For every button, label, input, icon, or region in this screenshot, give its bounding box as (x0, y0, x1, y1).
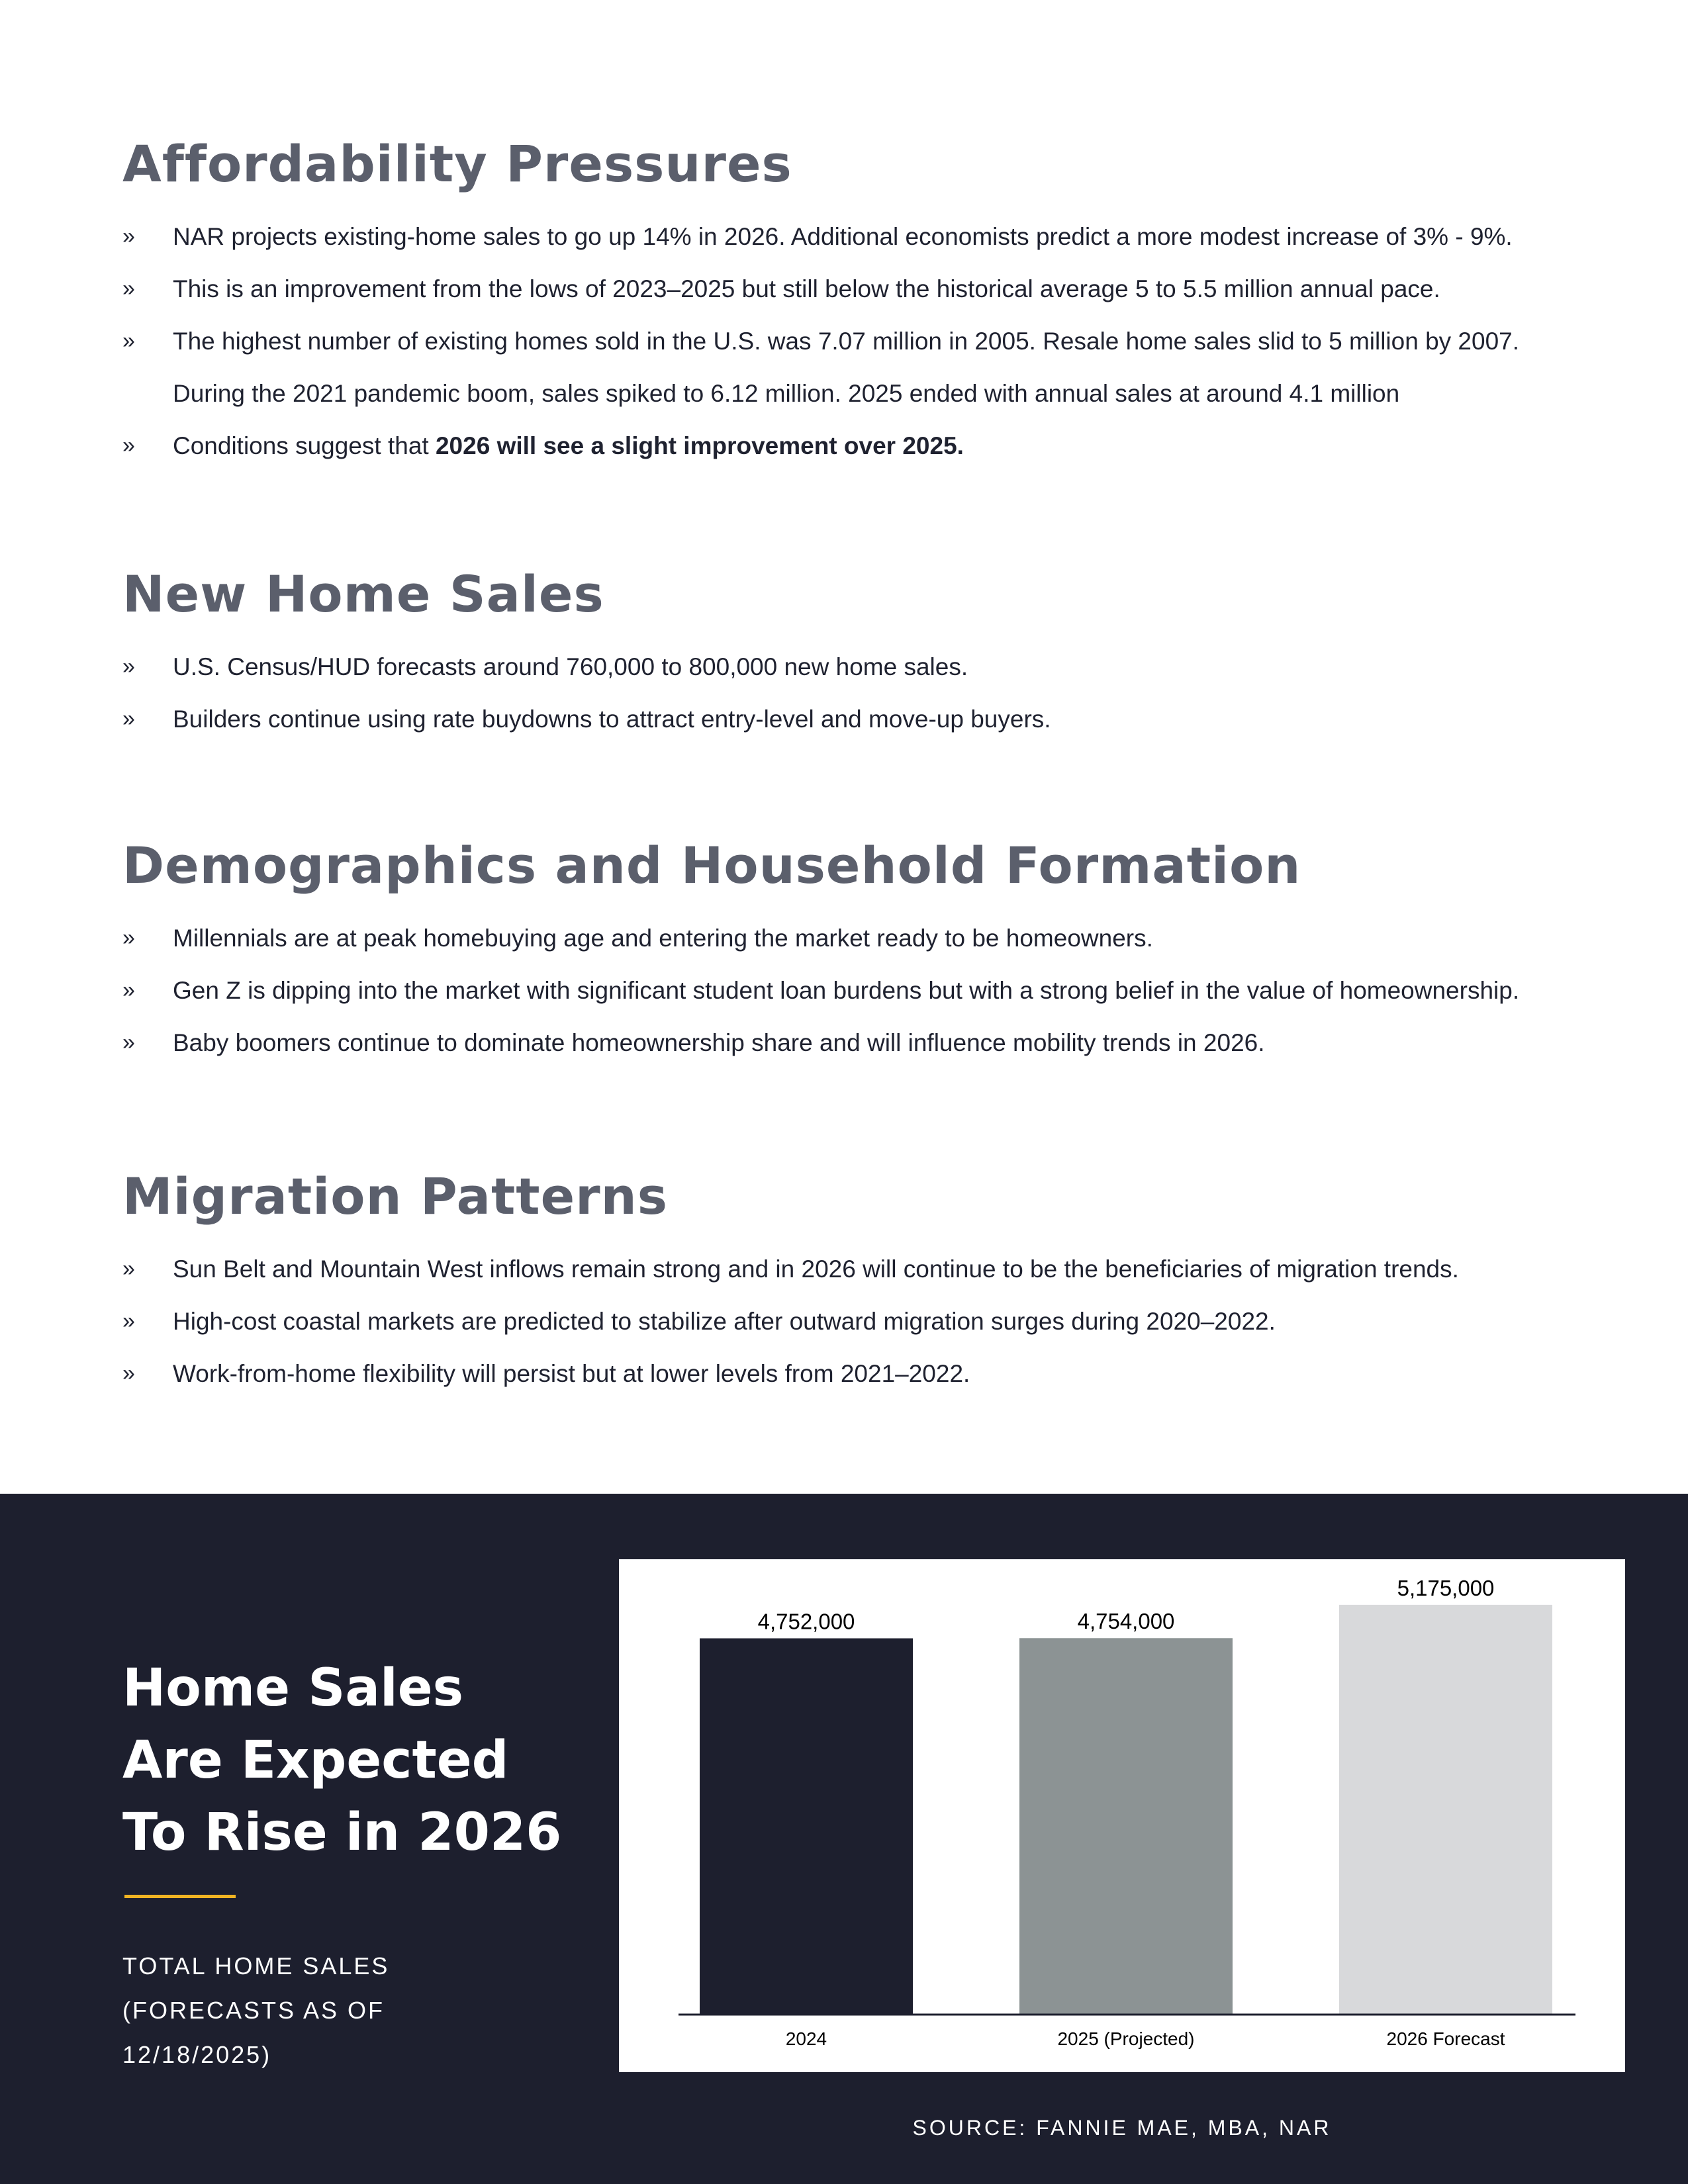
bullet-text: Baby boomers continue to dominate homeownership share and will influence mobility trends in 2026. (173, 1029, 1265, 1056)
bullet-marker: » (122, 224, 135, 249)
callout-subtitle: TOTAL HOME SALES (FORECASTS AS OF 12/18/2025) (122, 1952, 390, 2068)
bar-0 (700, 1638, 913, 2015)
bullet-marker: » (122, 706, 135, 731)
bullet-marker: » (122, 654, 135, 679)
bar-value-label: 5,175,000 (1397, 1575, 1495, 1600)
bullet-marker: » (122, 1361, 135, 1386)
bullet-marker: » (122, 978, 135, 1003)
bar-2 (1339, 1605, 1552, 2015)
list-item (122, 263, 1645, 315)
bullet-list (122, 1243, 1645, 1400)
list-item (122, 693, 1645, 745)
bullet-marker: » (122, 328, 135, 353)
callout-band (0, 1494, 1688, 2184)
bullet-marker: » (122, 1256, 135, 1281)
list-item (122, 315, 1645, 367)
bullet-marker: » (122, 433, 135, 458)
bullet-list (122, 210, 1645, 472)
list-item (122, 420, 1645, 472)
bullet-list (122, 641, 1645, 745)
bullet-text: Conditions suggest that (173, 432, 436, 459)
x-tick-label: 2026 Forecast (1386, 2028, 1505, 2049)
list-item (122, 1243, 1645, 1295)
section-migration-patterns (122, 1167, 1645, 1400)
section-affordability-pressures (122, 134, 1645, 472)
bullet-text: Work-from-home flexibility will persist but at lower levels from 2021–2022. (173, 1360, 970, 1387)
list-item (122, 210, 1645, 263)
bullet-marker: » (122, 1308, 135, 1334)
section-heading: Affordability Pressures (122, 134, 792, 193)
bullet-marker: » (122, 276, 135, 301)
list-item (122, 641, 1645, 693)
list-item (122, 912, 1645, 964)
list-item-continuation (122, 367, 1645, 420)
bullet-text: U.S. Census/HUD forecasts around 760,000 to 800,000 new home sales. (173, 653, 968, 680)
bar-value-label: 4,752,000 (757, 1609, 855, 1634)
section-heading: Demographics and Household Formation (122, 836, 1301, 895)
list-item (122, 1295, 1645, 1347)
callout-title: Home Sales Are Expected To Rise in 2026 (122, 1659, 562, 1862)
bar-value-label: 4,754,000 (1077, 1609, 1175, 1634)
accent-rule (124, 1895, 236, 1898)
list-item (122, 1017, 1645, 1069)
section-demographics (122, 836, 1645, 1069)
bullet-text: Gen Z is dipping into the market with significant student loan burdens but with a strong belief in the value of homeownership. (173, 977, 1520, 1004)
section-heading: New Home Sales (122, 565, 604, 623)
list-item (122, 1347, 1645, 1400)
bullet-marker: » (122, 1030, 135, 1055)
bullet-text: The highest number of existing homes sold in the U.S. was 7.07 million in 2005. Resale home sales slid to 5 million by 2007. (173, 328, 1520, 355)
x-tick-label: 2025 (Projected) (1057, 2028, 1195, 2049)
bullet-marker: » (122, 925, 135, 950)
bar-chart (619, 1559, 1625, 2072)
bullet-text: During the 2021 pandemic boom, sales spiked to 6.12 million. 2025 ended with annual sales at around 4.1 million (173, 380, 1400, 407)
bar-1 (1019, 1638, 1233, 2015)
section-new-home-sales (122, 565, 1645, 745)
bullet-text: Sun Belt and Mountain West inflows remain strong and in 2026 will continue to be the beneficiaries of migration trends. (173, 1255, 1459, 1283)
bullet-text: High-cost coastal markets are predicted to stabilize after outward migration surges during 2020–2022. (173, 1308, 1276, 1335)
bullet-bold-text: 2026 will see a slight improvement over 2025. (435, 432, 964, 459)
bullet-text: Builders continue using rate buydowns to attract entry-level and move-up buyers. (173, 705, 1051, 733)
bullet-text: Millennials are at peak homebuying age and entering the market ready to be homeowners. (173, 925, 1153, 952)
section-heading: Migration Patterns (122, 1167, 668, 1226)
list-item (122, 964, 1645, 1017)
source-note: SOURCE: FANNIE MAE, MBA, NAR (912, 2116, 1332, 2140)
bar-chart-panel (619, 1559, 1625, 2072)
x-tick-label: 2024 (785, 2028, 827, 2049)
bullet-list (122, 912, 1645, 1069)
bullet-text: NAR projects existing-home sales to go up 14% in 2026. Additional economists predict a more modest increase of 3% - 9%. (173, 223, 1513, 250)
bullet-text: This is an improvement from the lows of 2023–2025 but still below the historical average 5 to 5.5 million annual pace. (173, 275, 1440, 302)
